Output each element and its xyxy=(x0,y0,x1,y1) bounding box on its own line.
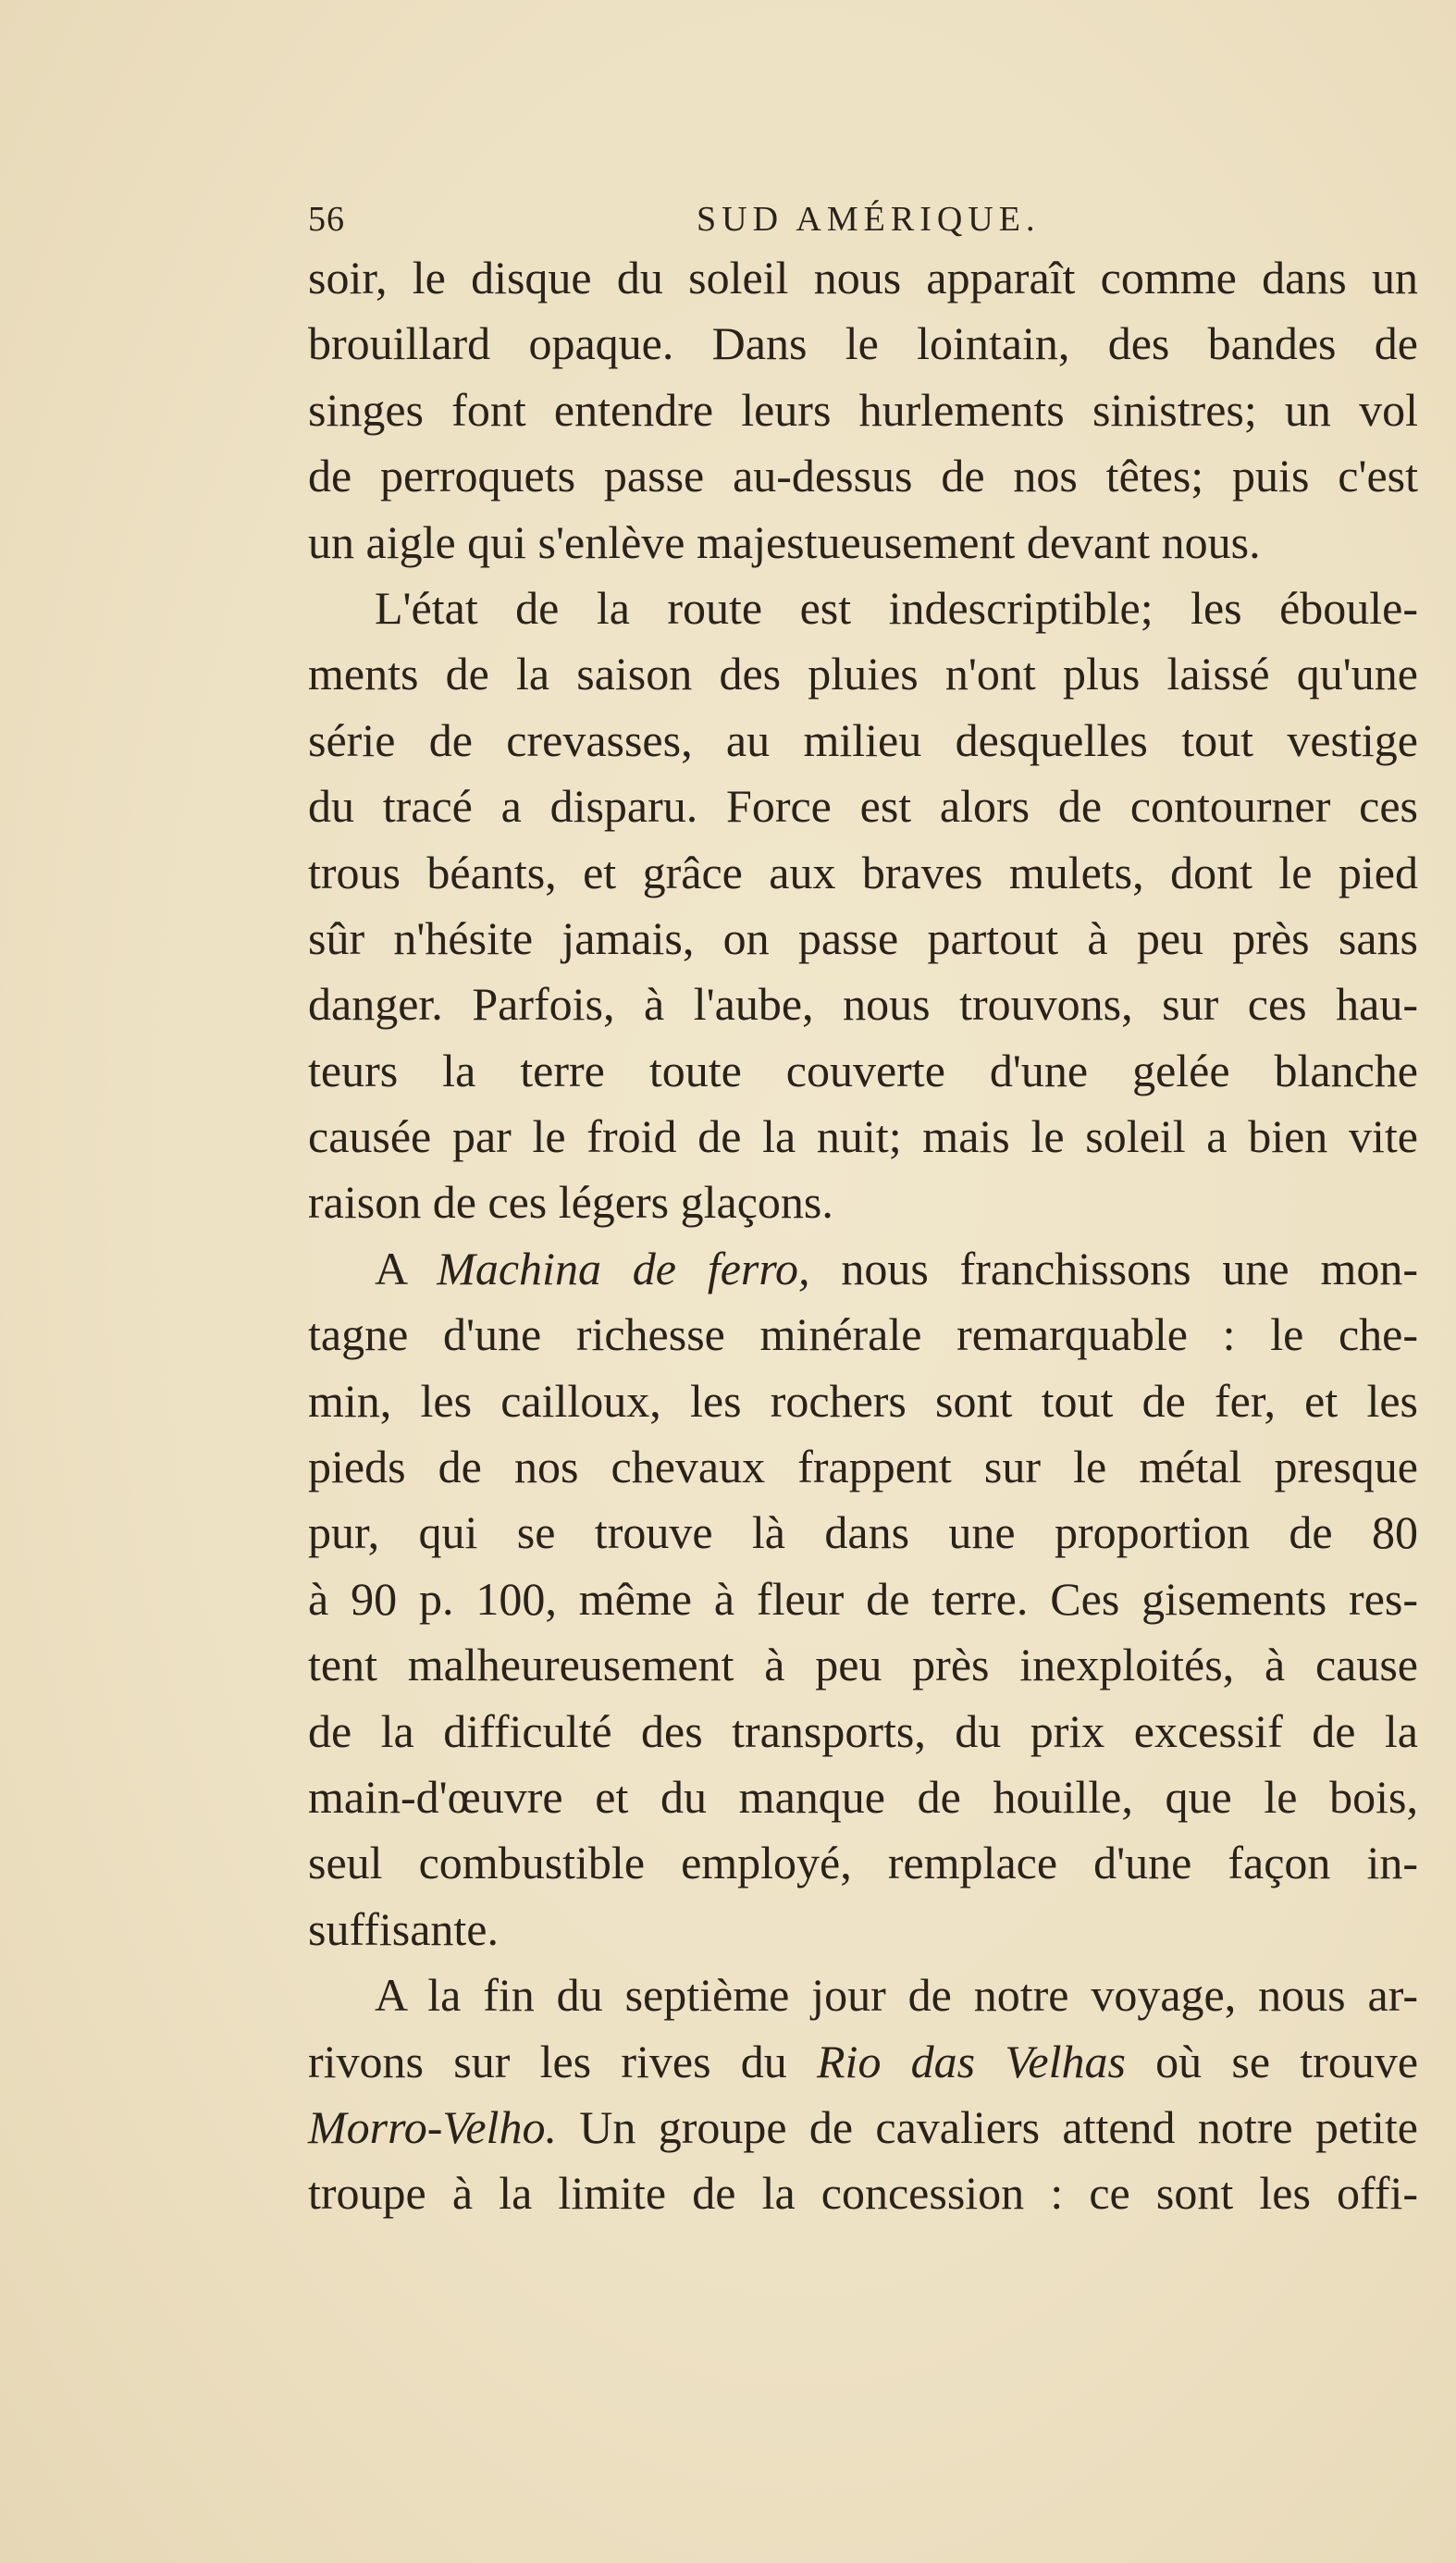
text-block xyxy=(308,190,1418,2227)
text-line: tent malheureusement à peu près inexploités, à cause xyxy=(308,1639,1418,1691)
text-line: main-d'œuvre et du manque de houille, que le bois, xyxy=(308,1770,1418,1823)
page-number: 56 xyxy=(308,200,345,239)
text-line: pur, qui se trouve là dans une proportion de 80 xyxy=(308,1506,1418,1559)
text-line: brouillard opaque. Dans le lointain, des bandes de xyxy=(308,317,1418,370)
text-run: où se trouve xyxy=(1125,2035,1419,2087)
text-line: du tracé a disparu. Force est alors de contourner ces xyxy=(308,780,1418,833)
text-line: à 90 p. 100, même à fleur de terre. Ces gisements res- xyxy=(308,1572,1418,1625)
text-line: min, les cailloux, les rochers sont tout de fer, et les xyxy=(308,1374,1418,1427)
text-run: nous franchissons une mon- xyxy=(809,1242,1418,1294)
italic-river-name: Rio das Velhas xyxy=(817,2035,1126,2087)
text-line: danger. Parfois, à l'aube, nous trouvons, sur ces hau- xyxy=(308,978,1418,1031)
text-line: un aigle qui s'enlève majestueusement devant nous. xyxy=(308,515,1261,568)
text-line xyxy=(308,2029,1418,2095)
text-line: soir, le disque du soleil nous apparaît comme dans un xyxy=(308,252,1418,303)
italic-place-name: Machina de ferro, xyxy=(437,1242,810,1294)
text-line xyxy=(308,2095,1418,2161)
text-line: tagne d'une richesse minérale remarquable : le che- xyxy=(308,1308,1418,1361)
text-line: sûr n'hésite jamais, on passe partout à peu près sans xyxy=(308,911,1418,964)
text-line: seul combustible employé, remplace d'une façon in- xyxy=(308,1837,1418,1889)
text-line: troupe à la limite de la concession : ce sont les offi- xyxy=(308,2167,1418,2220)
text-run: Un groupe de cavaliers attend notre petite xyxy=(556,2100,1418,2153)
text-run: A xyxy=(375,1242,438,1294)
text-line: ments de la saison des pluies n'ont plus laissé qu'une xyxy=(308,648,1418,700)
text-line: de la difficulté des transports, du prix excessif de la xyxy=(308,1704,1418,1757)
text-run: rivons sur les rives du xyxy=(308,2035,818,2087)
text-line: pieds de nos chevaux frappent sur le métal presque xyxy=(308,1441,1418,1493)
running-head xyxy=(308,190,1418,245)
text-line: suffisante. xyxy=(308,1902,499,1955)
text-line: teurs la terre toute couverte d'une gelée blanche xyxy=(308,1044,1418,1096)
body-text xyxy=(308,245,1418,2227)
text-line: de perroquets passe au-dessus de nos têtes; puis c'est xyxy=(308,450,1418,502)
text-line: série de crevasses, au milieu desquelles tout vestige xyxy=(308,713,1418,766)
text-line: singes font entendre leurs hurlements sinistres; un vol xyxy=(308,383,1418,436)
text-line: causée par le froid de la nuit; mais le soleil a bien vite xyxy=(308,1110,1418,1163)
text-line xyxy=(308,1236,1418,1302)
book-title: SUD AMÉRIQUE. xyxy=(697,200,1041,239)
text-line: L'état de la route est indescriptible; les éboule- xyxy=(375,581,1418,634)
text-line: raison de ces légers glaçons. xyxy=(308,1176,833,1229)
text-line: A la fin du septième jour de notre voyage, nous ar- xyxy=(375,1969,1418,2022)
italic-place-name: Morro-Velho. xyxy=(308,2100,557,2153)
text-line: trous béants, et grâce aux braves mulets, dont le pied xyxy=(308,846,1418,898)
